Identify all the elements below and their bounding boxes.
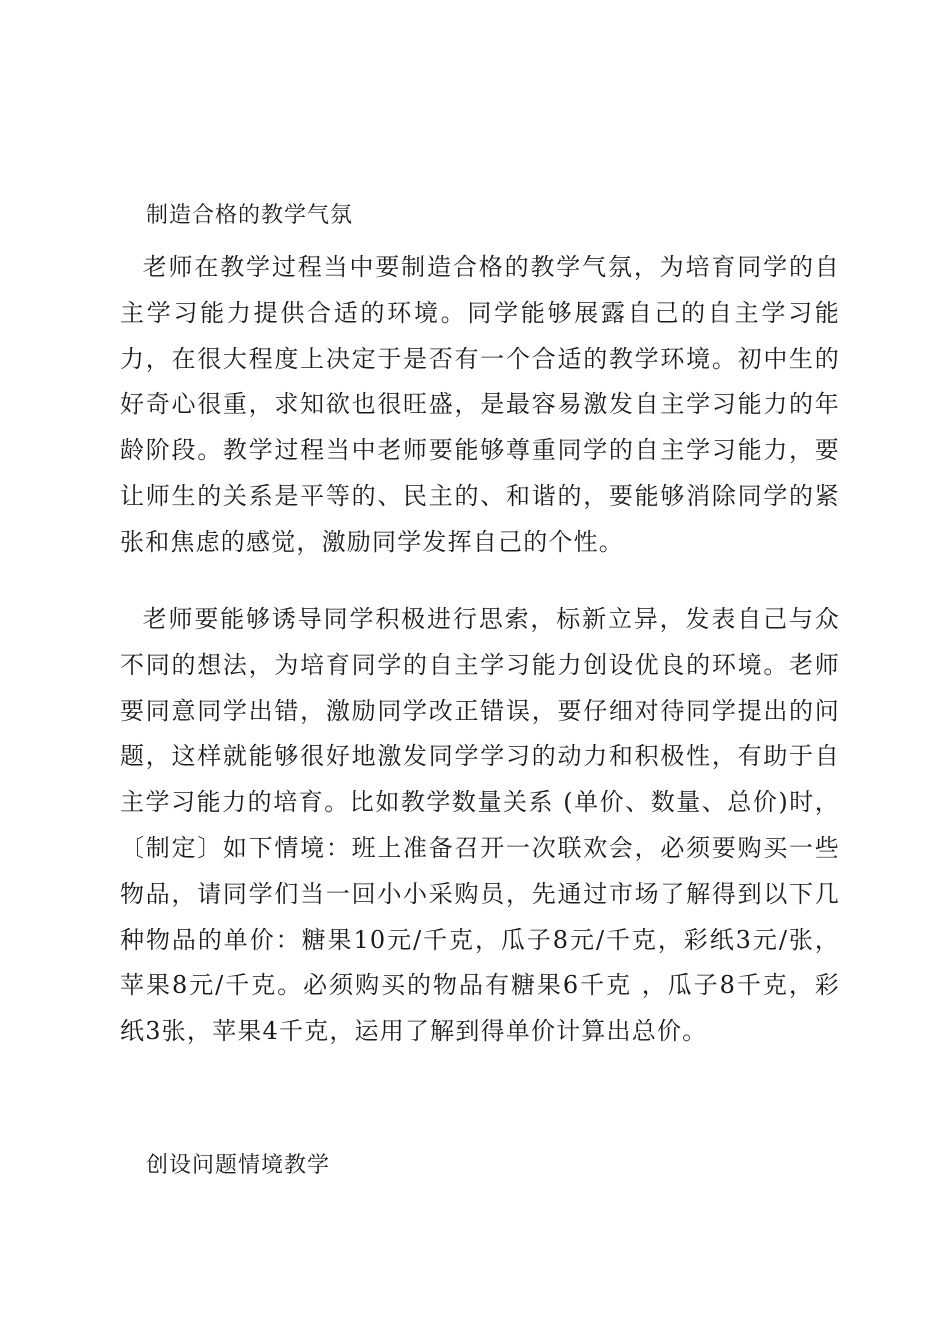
paragraph-2-text: 老师要能够诱导同学积极进行思索，标新立异，发表自己与众不同的想法，为培育同学的自主学习能力创设优良的环境。老师要同意同学出错，激励同学改正错误，要仔细对待同学提出的问题，这样就能够很好地激发同学学习的动力和积极性，有助于自主学习能力的培育。比如教学数量关系 (单价、数量、总价)时，〔制定〕如下情境：班上准备召开一次联欢会，必须要购买一些物品，请同学们当一回小小采购员，先通过市场了解得到以下几种物品的单价：糖果10元/千克，瓜子8元/千克，彩纸3元/张，苹果8元/千克。必须购买的物品有糖果6千克 ，瓜子8千克，彩纸3张，苹果4千克，运用了解到得单价计算出总价。 [120, 605, 840, 1046]
paragraph-1 [120, 245, 840, 566]
paragraph-1-text: 老师在教学过程当中要制造合格的教学气氛，为培育同学的自主学习能力提供合适的环境。同学能够展露自己的自主学习能力，在很大程度上决定于是否有一个合适的教学环境。初中生的好奇心很重，求知欲也很旺盛，是最容易激发自主学习能力的年龄阶段。教学过程当中老师要能够尊重同学的自主学习能力，要让师生的关系是平等的、民主的、和谐的，要能够消除同学的紧张和焦虑的感觉，激励同学发挥自己的个性。 [120, 253, 840, 556]
section-heading-teaching-atmosphere: 制造合格的教学气氛 [146, 203, 354, 228]
paragraph-2 [120, 597, 840, 1055]
section-heading-problem-situation: 创设问题情境教学 [146, 1153, 331, 1178]
